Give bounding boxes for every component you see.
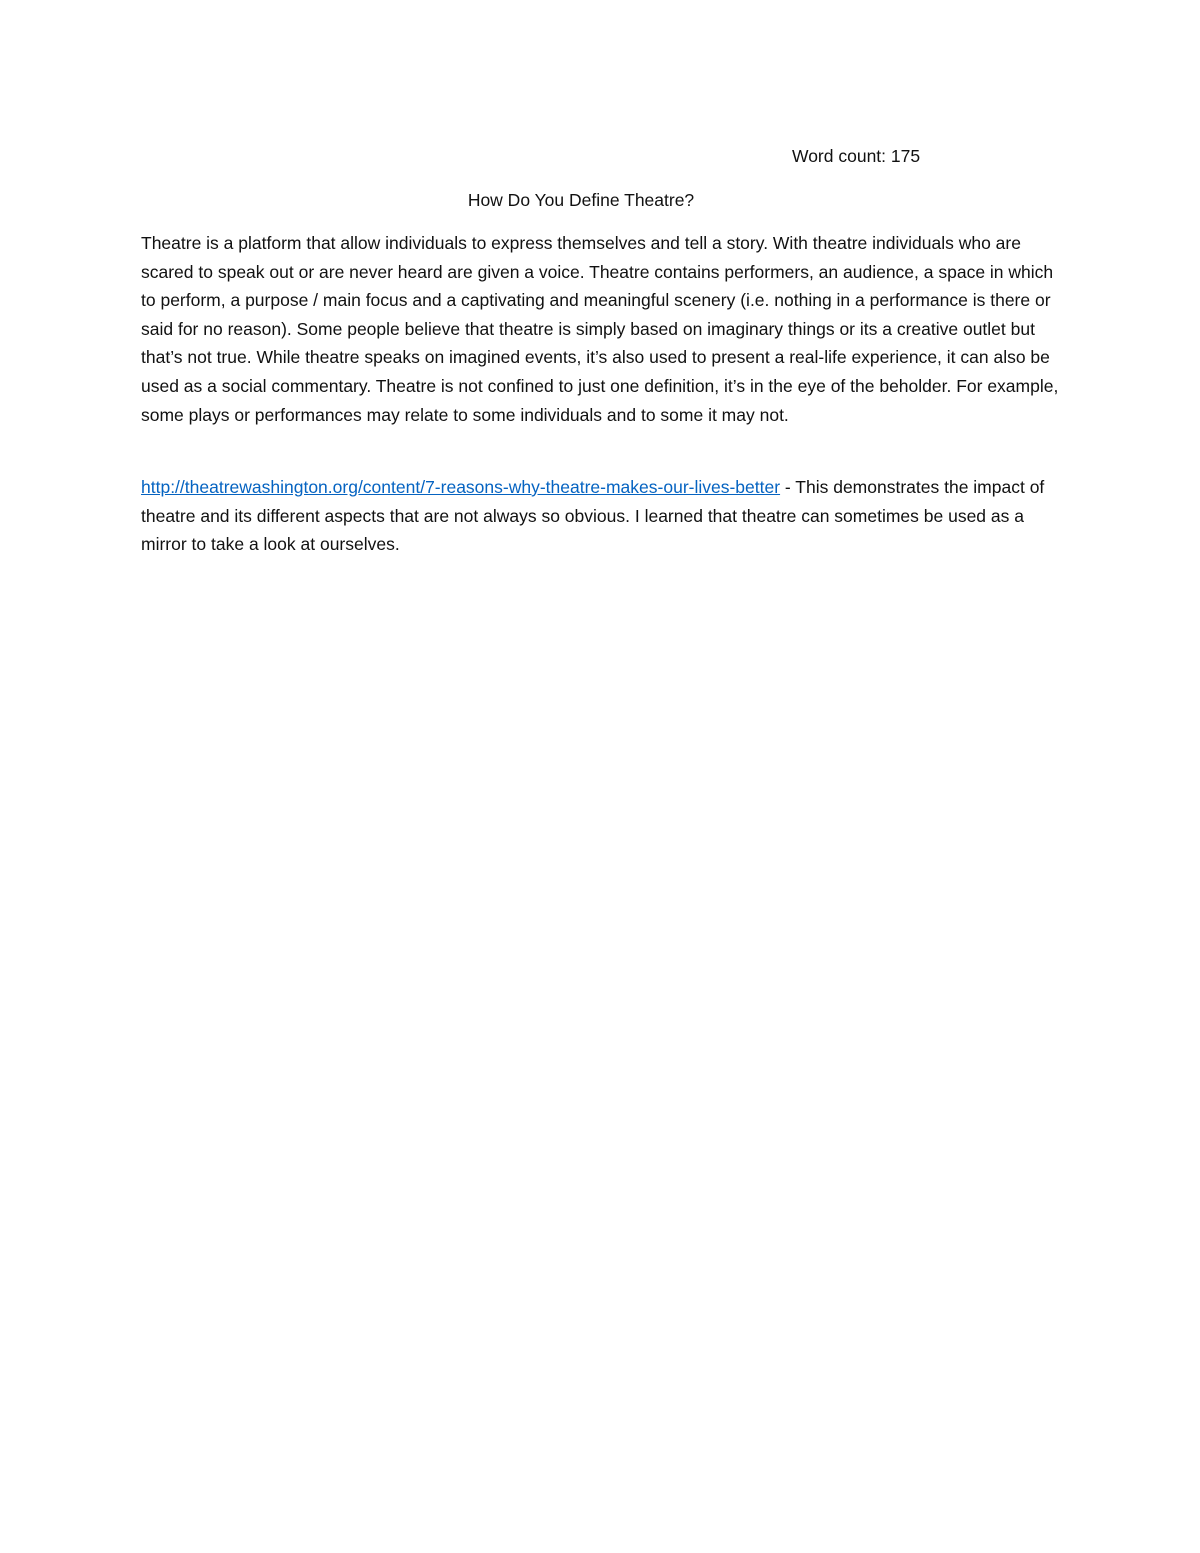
body-paragraph-1: Theatre is a platform that allow individuals to express themselves and tell a story. With theatre individuals who are scared to speak out or are never heard are given a voice. Theatre contains performers, an audience, a space in which to perform, a purpose / main focus and a captivating and meaningful scenery (i.e. nothing in a performance is there or said for no reason). Some people believe that theatre is simply based on imaginary things or its a creative outlet but that’s not true. While theatre speaks on imagined events, it’s also used to present a real-life experience, it can also be used as a social commentary. Theatre is not confined to just one definition, it’s in the eye of the beholder. For example, some plays or performances may relate to some individuals and to some it may not. [141,233,1059,425]
reference-description: - This demonstrates the impact of theatre and its different aspects that are not always so obvious. I learned that theatre can sometimes be used as a mirror to take a look at ourselves. [141,477,1045,555]
word-count: Word count: 175 [792,146,921,166]
reference-link[interactable]: http://theatrewashington.org/content/7-reasons-why-theatre-makes-our-lives-better [141,477,781,497]
body-paragraph-2 [141,473,1066,559]
document-title: How Do You Define Theatre? [467,190,695,210]
